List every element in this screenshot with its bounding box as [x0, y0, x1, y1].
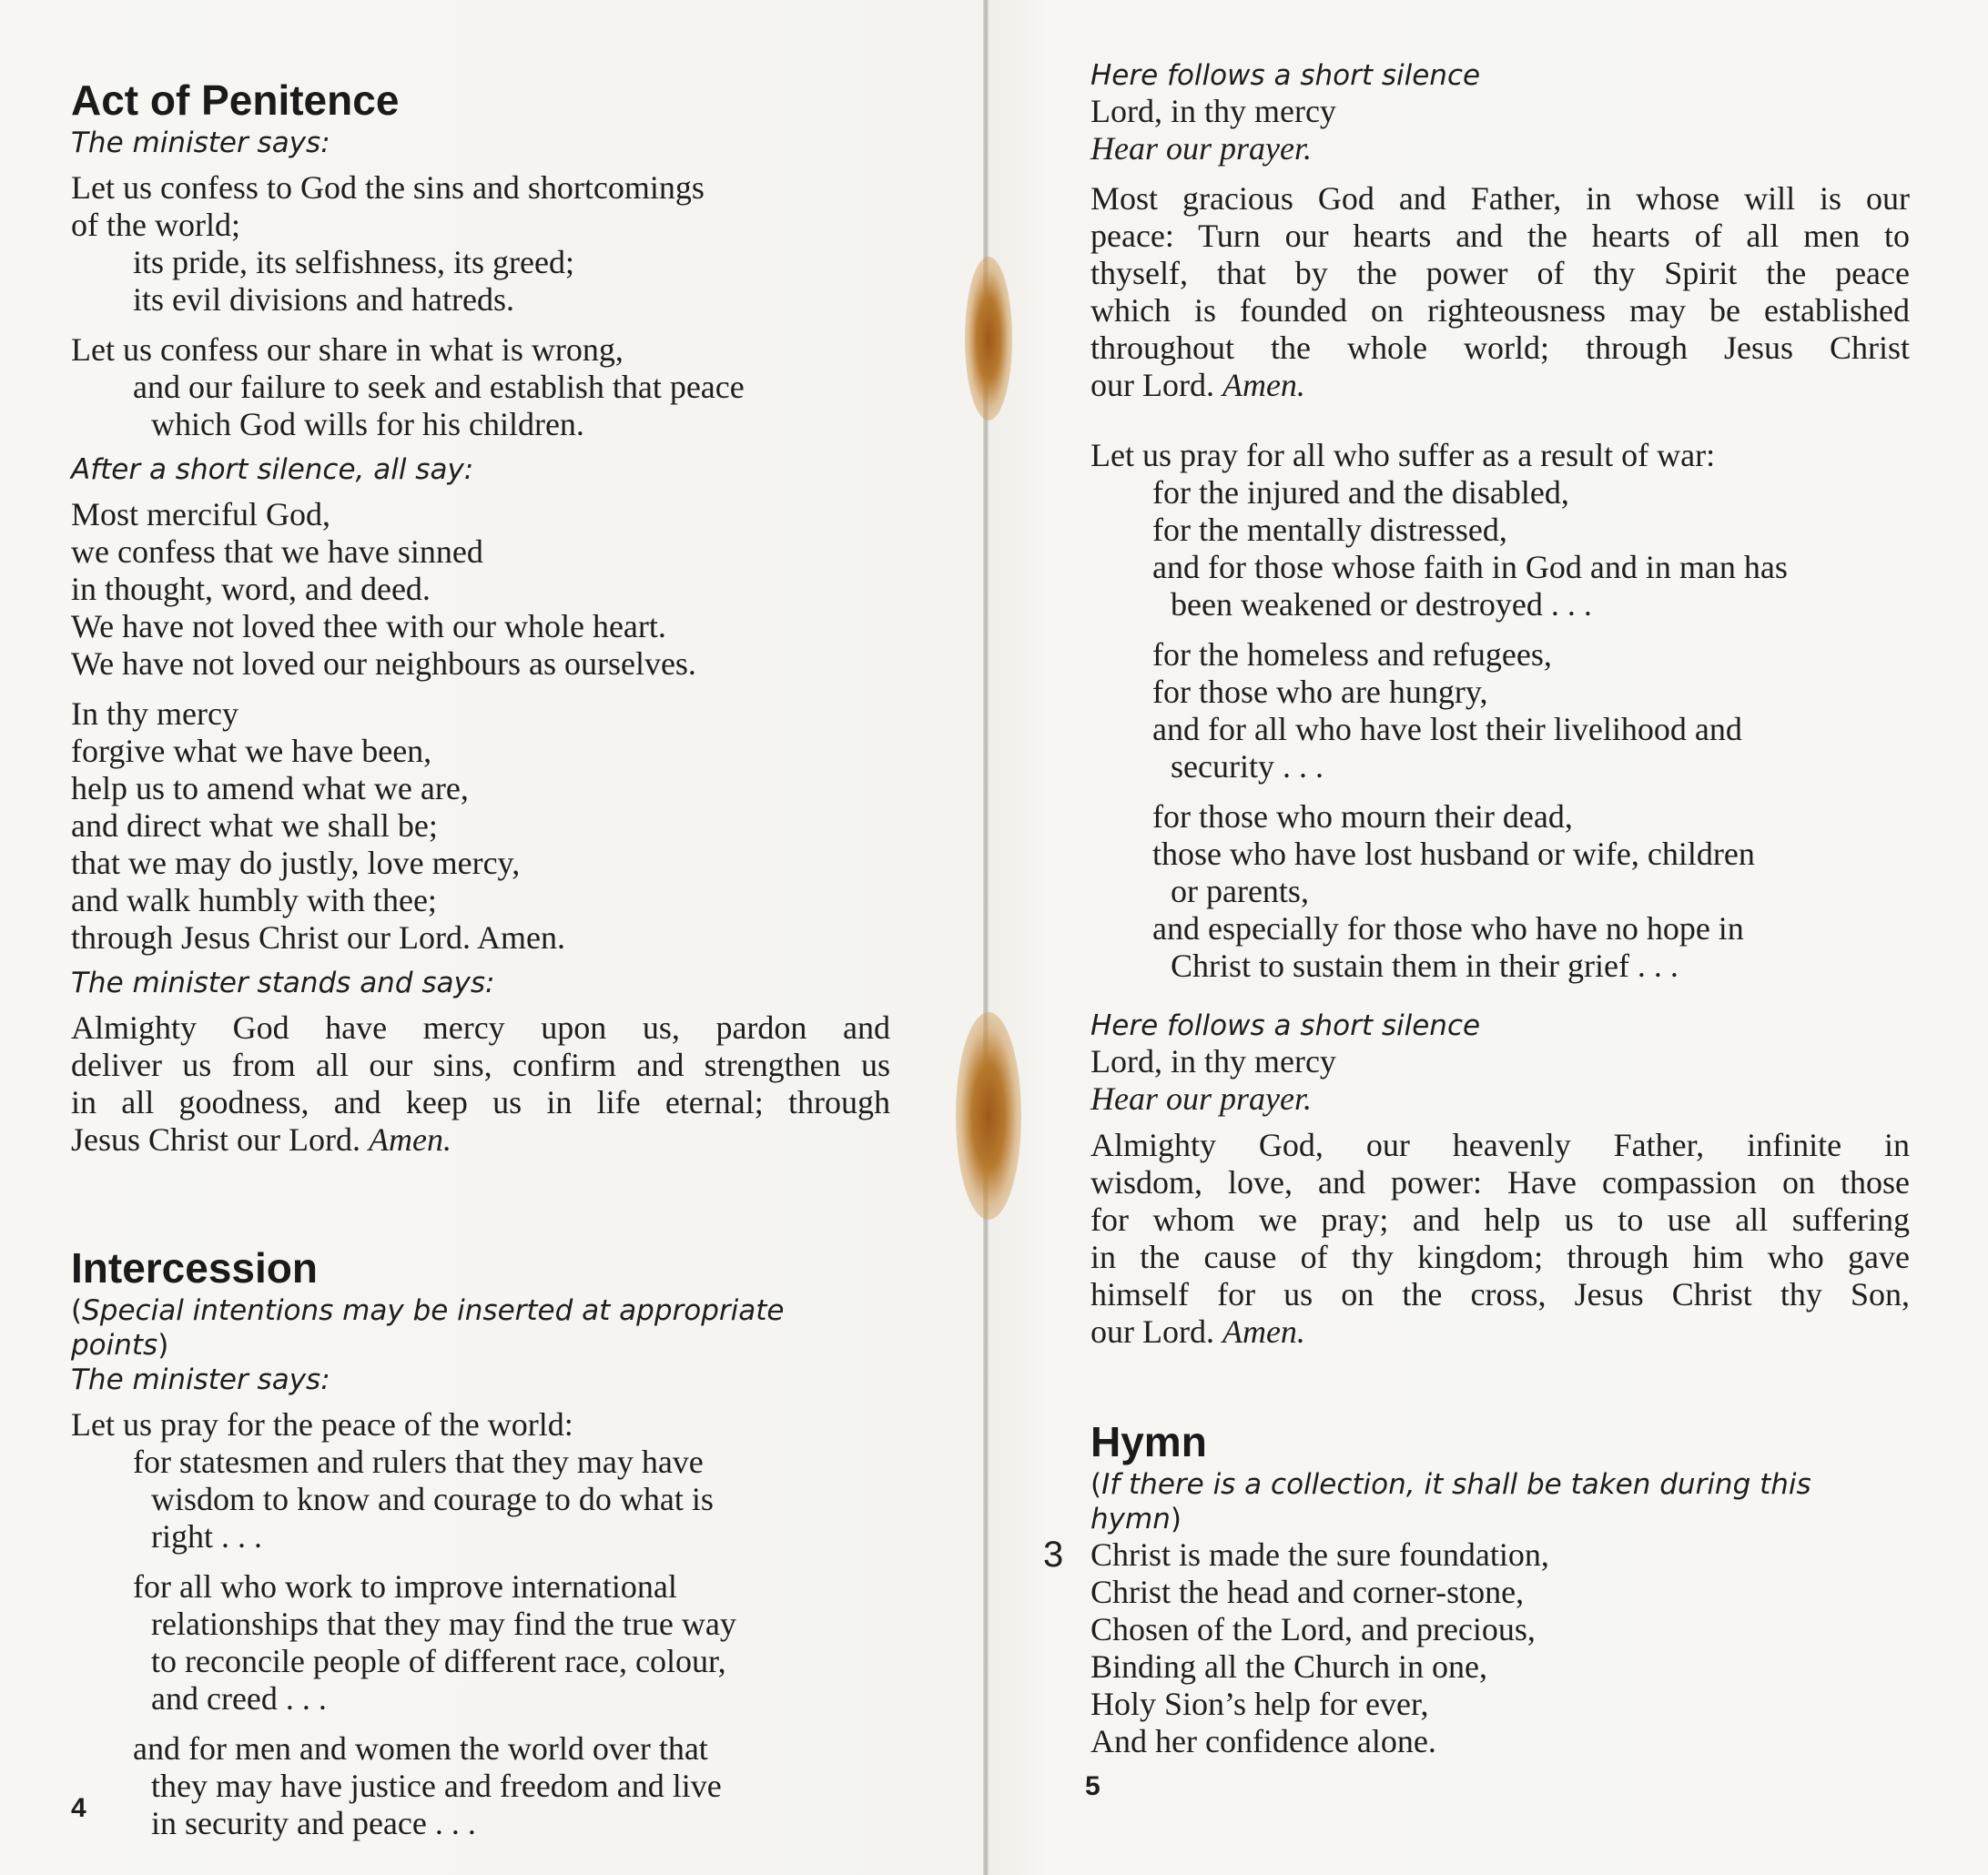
section-heading-intercession: Intercession: [71, 1244, 318, 1292]
text-line: for statesmen and rulers that they may have: [133, 1444, 704, 1480]
prayer-for-peace: [1090, 180, 1910, 404]
text-line: been weakened or destroyed . . .: [1171, 586, 1592, 623]
text-line: and walk humbly with thee;: [71, 882, 437, 918]
text-line: of the world;: [71, 207, 240, 243]
text-line: thyself, that by the power of thy Spirit the peace: [1090, 255, 1910, 291]
text-line: for the mentally distressed,: [1152, 512, 1507, 548]
rubric: Here follows a short silence: [1090, 1009, 1481, 1042]
rubric: Here follows a short silence: [1090, 59, 1481, 92]
hymn-verse: [1043, 1535, 1910, 1760]
text-line: in thought, word, and deed.: [71, 571, 431, 607]
text-line: for whom we pray; and help us to use all suffering: [1090, 1201, 1910, 1238]
hymn-line: Holy Sion’s help for ever,: [1090, 1686, 1429, 1722]
text-line: We have not loved thee with our whole heart.: [71, 608, 666, 644]
paren: (: [1090, 1468, 1102, 1501]
versicle-response: [1090, 1043, 1910, 1118]
text-line: Most merciful God,: [71, 496, 330, 532]
text-line: Most gracious God and Father, in whose will is our: [1090, 180, 1910, 217]
text-line: in security and peace . . .: [151, 1805, 476, 1841]
right-column: [1043, 58, 1910, 1760]
text-line: Christ to sustain them in their grief . . .: [1171, 948, 1679, 984]
hymn-line: Chosen of the Lord, and precious,: [1090, 1611, 1536, 1647]
text-line: right . . .: [151, 1518, 262, 1555]
rubric: [71, 1293, 890, 1363]
text-line: to reconcile people of different race, colour,: [151, 1643, 726, 1679]
war-intercession-item: [1090, 636, 1910, 785]
text-line: which God wills for his children.: [151, 406, 584, 442]
left-column: [71, 75, 890, 1842]
section-heading-act-of-penitence: Act of Penitence: [71, 76, 400, 124]
versicle: Lord, in thy mercy: [1090, 1043, 1336, 1079]
text-line: Let us confess our share in what is wrong,: [71, 331, 624, 368]
paren: ): [1170, 1503, 1182, 1535]
text-line: deliver us from all our sins, confirm and strengthen us: [71, 1047, 890, 1083]
text-line: Let us pray for the peace of the world:: [71, 1406, 573, 1443]
text-line: In thy mercy: [71, 695, 238, 732]
hymn-line: Binding all the Church in one,: [1090, 1648, 1487, 1685]
text-line: and creed . . .: [151, 1680, 327, 1717]
section-heading-hymn: Hymn: [1090, 1418, 1207, 1465]
text-line: Let us confess to God the sins and shortcomings: [71, 169, 705, 206]
rubric: After a short silence, all say:: [71, 453, 474, 486]
text-line: help us to amend what we are,: [71, 770, 469, 806]
text-line: which is founded on righteousness may be established: [1090, 292, 1910, 329]
text-line: throughout the whole world; through Jesus Christ: [1090, 329, 1910, 366]
paragraph: [71, 169, 890, 319]
rubric-text: If there is a collection, it shall be taken during this hymn: [1090, 1468, 1811, 1535]
text-line: [1090, 367, 1910, 404]
staple-rust-stain-upper: [965, 257, 1012, 421]
paragraph: [71, 331, 890, 443]
text-line: for the injured and the disabled,: [1152, 474, 1569, 511]
text-line: We have not loved our neighbours as ourselves.: [71, 645, 696, 682]
hymn-line: Christ the head and corner-stone,: [1090, 1574, 1525, 1610]
text-line: we confess that we have sinned: [71, 533, 483, 570]
text-line: [71, 1121, 890, 1159]
rubric-text: Special intentions may be inserted at appropriate points: [71, 1294, 785, 1362]
hymn-line: Christ is made the sure foundation,: [1090, 1536, 1549, 1573]
text-line: and for men and women the world over that: [133, 1730, 708, 1767]
text-span: our Lord.: [1090, 1313, 1214, 1350]
war-intercession: [1090, 437, 1910, 623]
text-span: our Lord.: [1090, 367, 1214, 403]
text-line: wisdom, love, and power: Have compassion on those: [1090, 1164, 1910, 1201]
text-line: and for all who have lost their livelihood and: [1152, 711, 1742, 747]
rubric: [1090, 1467, 1910, 1536]
confession-prayer: [71, 496, 890, 683]
staple-rust-stain-lower: [956, 1012, 1021, 1220]
text-line: for all who work to improve international: [133, 1568, 677, 1605]
text-line: and especially for those who have no hope in: [1152, 910, 1744, 947]
versicle-response: [1090, 93, 1910, 167]
amen-response: Amen.: [369, 1121, 451, 1158]
text-line: security . . .: [1171, 748, 1324, 785]
text-line: himself for us on the cross, Jesus Christ thy Son,: [1090, 1276, 1910, 1312]
text-line: Almighty God, our heavenly Father, infinite in: [1090, 1127, 1910, 1163]
text-span: Jesus Christ our Lord.: [71, 1121, 360, 1158]
text-line: peace: Turn our hearts and the hearts of all men to: [1090, 218, 1910, 254]
paren: (: [71, 1294, 83, 1327]
text-line: those who have lost husband or wife, children: [1152, 836, 1755, 872]
intercession-item: [71, 1730, 890, 1842]
text-line: relationships that they may find the true way: [151, 1606, 736, 1642]
rubric: The minister stands and says:: [71, 967, 495, 999]
text-line: for those who are hungry,: [1152, 674, 1488, 710]
text-line: wisdom to know and courage to do what is: [151, 1481, 714, 1517]
text-line: in all goodness, and keep us in life eternal; through: [71, 1084, 890, 1120]
text-line: its pride, its selfishness, its greed;: [133, 244, 574, 280]
rubric: The minister says:: [71, 127, 330, 159]
text-line: in the cause of thy kingdom; through him who gave: [1090, 1239, 1910, 1275]
intercession-intro: [71, 1406, 890, 1556]
text-line: through Jesus Christ our Lord. Amen.: [71, 919, 565, 956]
absolution: [71, 1009, 890, 1159]
text-line: for those who mourn their dead,: [1152, 798, 1573, 835]
text-line: they may have justice and freedom and live: [151, 1768, 722, 1804]
response: Hear our prayer.: [1090, 1080, 1312, 1117]
hymn-line: And her confidence alone.: [1090, 1723, 1436, 1759]
intercession-item: [71, 1568, 890, 1718]
mercy-prayer: [71, 695, 890, 957]
war-intercession-item: [1090, 798, 1910, 985]
text-line: and direct what we shall be;: [71, 807, 438, 844]
rubric: The minister says:: [71, 1363, 330, 1396]
amen-response: Amen.: [1222, 367, 1305, 403]
text-line: for the homeless and refugees,: [1152, 636, 1552, 673]
text-line: that we may do justly, love mercy,: [71, 845, 521, 881]
text-line: and our failure to seek and establish that peace: [133, 369, 745, 405]
page-number-right: 5: [1085, 1771, 1100, 1801]
text-line: forgive what we have been,: [71, 733, 432, 769]
response: Hear our prayer.: [1090, 130, 1312, 167]
text-line: its evil divisions and hatreds.: [133, 281, 514, 318]
text-line: [1090, 1313, 1910, 1351]
paren: ): [157, 1329, 169, 1362]
text-line: Almighty God have mercy upon us, pardon and: [71, 1009, 890, 1046]
page-number-left: 4: [71, 1793, 86, 1823]
text-line: or parents,: [1171, 873, 1309, 909]
hymn-number: 3: [1043, 1535, 1064, 1575]
amen-response: Amen.: [1222, 1313, 1305, 1350]
versicle: Lord, in thy mercy: [1090, 93, 1336, 129]
prayer-for-sufferers: [1090, 1127, 1910, 1351]
text-line: and for those whose faith in God and in man has: [1152, 549, 1788, 585]
text-line: Let us pray for all who suffer as a result of war:: [1090, 437, 1716, 473]
